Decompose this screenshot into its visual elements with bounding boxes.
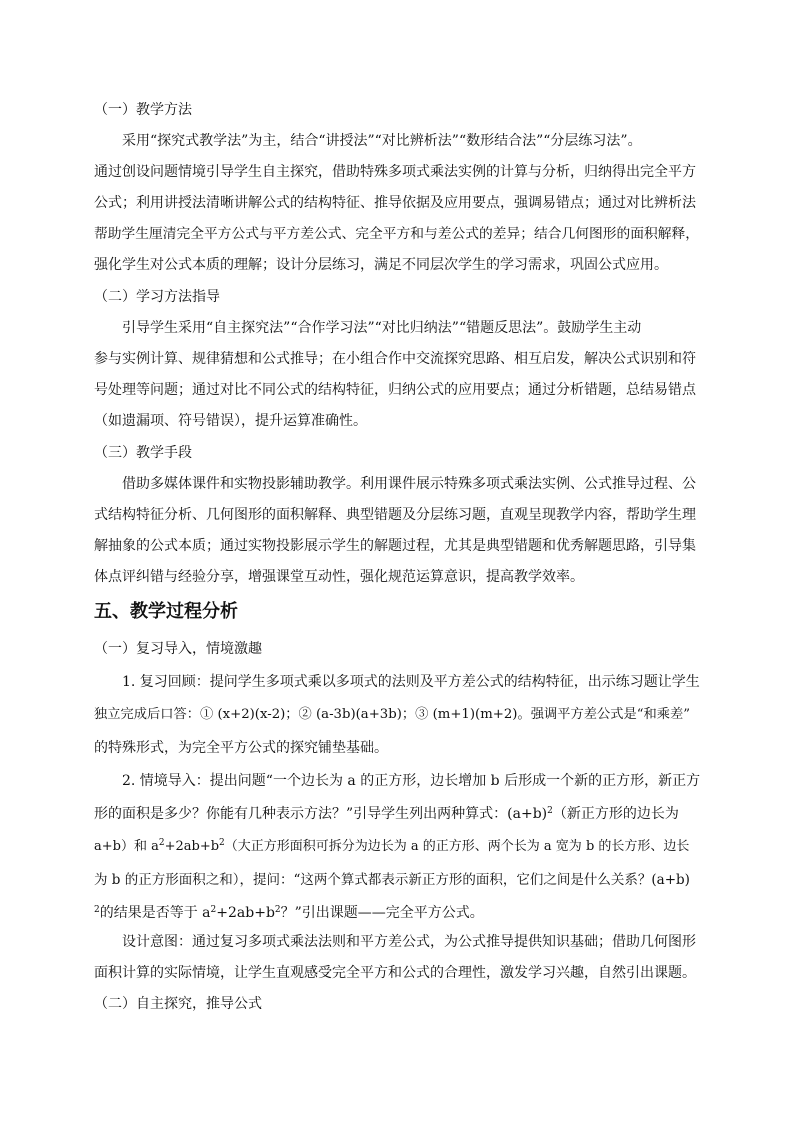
paragraph-line: 独立完成后口答：① (x+2)(x-2)；② (a-3b)(a+3b)；③ (m+1)(m+2)。强调平方差公式是“和乘差” (94, 707, 691, 722)
section-heading-teaching-means: （三）教学手段 (94, 445, 192, 461)
text-run: ？”引出课题——完全平方公式。 (280, 905, 484, 921)
paragraph-line: 公式；利用讲授法清晰讲解公式的结构特征、推导依据及应用要点，强调易错点；通过对比辨析法 (94, 195, 696, 211)
paragraph-line: 1. 复习回顾：提问学生多项式乘以多项式的法则及平方差公式的结构特征，出示练习题让学生 (122, 674, 700, 690)
superscript: 2 (274, 905, 281, 915)
paragraph-line: 采用“探究式教学法”为主，结合“讲授法”“对比辨析法”“数形结合法”“分层练习法”。 (122, 133, 642, 149)
paragraph-line: 参与实例计算、规律猜想和公式推导；在小组合作中交流探究思路、相互启发，解决公式识别和符 (94, 351, 696, 367)
paragraph-line: 体点评纠错与经验分享，增强课堂互动性，强化规范运算意识，提高教学效率。 (94, 569, 584, 585)
paragraph-line: 2. 情境导入：提出问题“一个边长为 a 的正方形，边长增加 b 后形成一个新的正方形，新正方 (122, 773, 701, 789)
paragraph-line (94, 805, 679, 823)
text-run: a+b）和 a (94, 839, 159, 854)
section-heading-self-exploration: （二）自主探究，推导公式 (94, 996, 262, 1012)
superscript: 2 (158, 838, 165, 848)
paragraph-line: 设计意图：通过复习多项式乘法法则和平方差公式，为公式推导提供知识基础；借助几何图形 (122, 934, 696, 950)
paragraph-line: 为 b 的正方形面积之和），提问：“这两个算式都表示新正方形的面积，它们之间是什么关系？(a+b) (94, 872, 690, 888)
superscript: 2 (219, 838, 225, 848)
chapter-heading: 五、教学过程分析 (94, 601, 238, 622)
paragraph-line: 的特殊形式，为完全平方公式的探究铺垫基础。 (94, 740, 388, 756)
superscript: 2 (547, 806, 553, 816)
text-run: （大正方形面积可拆分为边长为 a 的正方形、两个长为 a 宽为 b 的长方形、边长 (224, 839, 690, 854)
paragraph-line: 强化学生对公式本质的理解；设计分层练习，满足不同层次学生的学习需求，巩固公式应用。 (94, 257, 668, 273)
paragraph-line: 通过创设问题情境引导学生自主探究，借助特殊多项式乘法实例的计算与分析，归纳得出完全平方 (94, 164, 696, 180)
text-run: +2ab+b (164, 839, 220, 854)
paragraph-line: 式结构特征分析、几何图形的面积解释、典型错题及分层练习题，直观呈现教学内容，帮助学生理 (94, 507, 696, 523)
paragraph-line: 号处理等问题；通过对比不同公式的结构特征，归纳公式的应用要点；通过分析错题，总结易错点 (94, 382, 696, 398)
superscript: 2 (94, 905, 100, 915)
superscript: 2 (210, 905, 217, 915)
paragraph-line: 借助多媒体课件和实物投影辅助教学。利用课件展示特殊多项式乘法实例、公式推导过程、公 (122, 476, 696, 492)
paragraph-line (94, 838, 689, 856)
paragraph-line: 解抽象的公式本质；通过实物投影展示学生的解题过程，尤其是典型错题和优秀解题思路，引导集 (94, 538, 696, 554)
paragraph-line (94, 904, 484, 922)
paragraph-line: 帮助学生厘清完全平方公式与平方差公式、完全平方和与差公式的差异；结合几何图形的面积解释， (94, 226, 700, 242)
section-heading-teaching-methods: （一）教学方法 (94, 102, 192, 118)
section-heading-review-intro: （一）复习导入，情境激趣 (94, 641, 262, 657)
section-heading-learning-methods: （二）学习方法指导 (94, 289, 220, 305)
text-run: 形的面积是多少？你能有几种表示方法？”引导学生列出两种算式：(a+b) (94, 806, 548, 822)
paragraph-line: （如遗漏项、符号错误），提升运算准确性。 (94, 413, 367, 429)
text-run: 的结果是否等于 a (99, 905, 211, 921)
paragraph-line: 引导学生采用“自主探究法”“合作学习法”“对比归纳法”“错题反思法”。鼓励学生主动 (122, 320, 642, 336)
text-run: （新正方形的边长为 (552, 806, 679, 822)
text-run: +2ab+b (216, 905, 275, 921)
paragraph-line: 面积计算的实际情境，让学生直观感受完全平方和公式的合理性，激发学习兴趣，自然引出课题。 (94, 965, 696, 981)
